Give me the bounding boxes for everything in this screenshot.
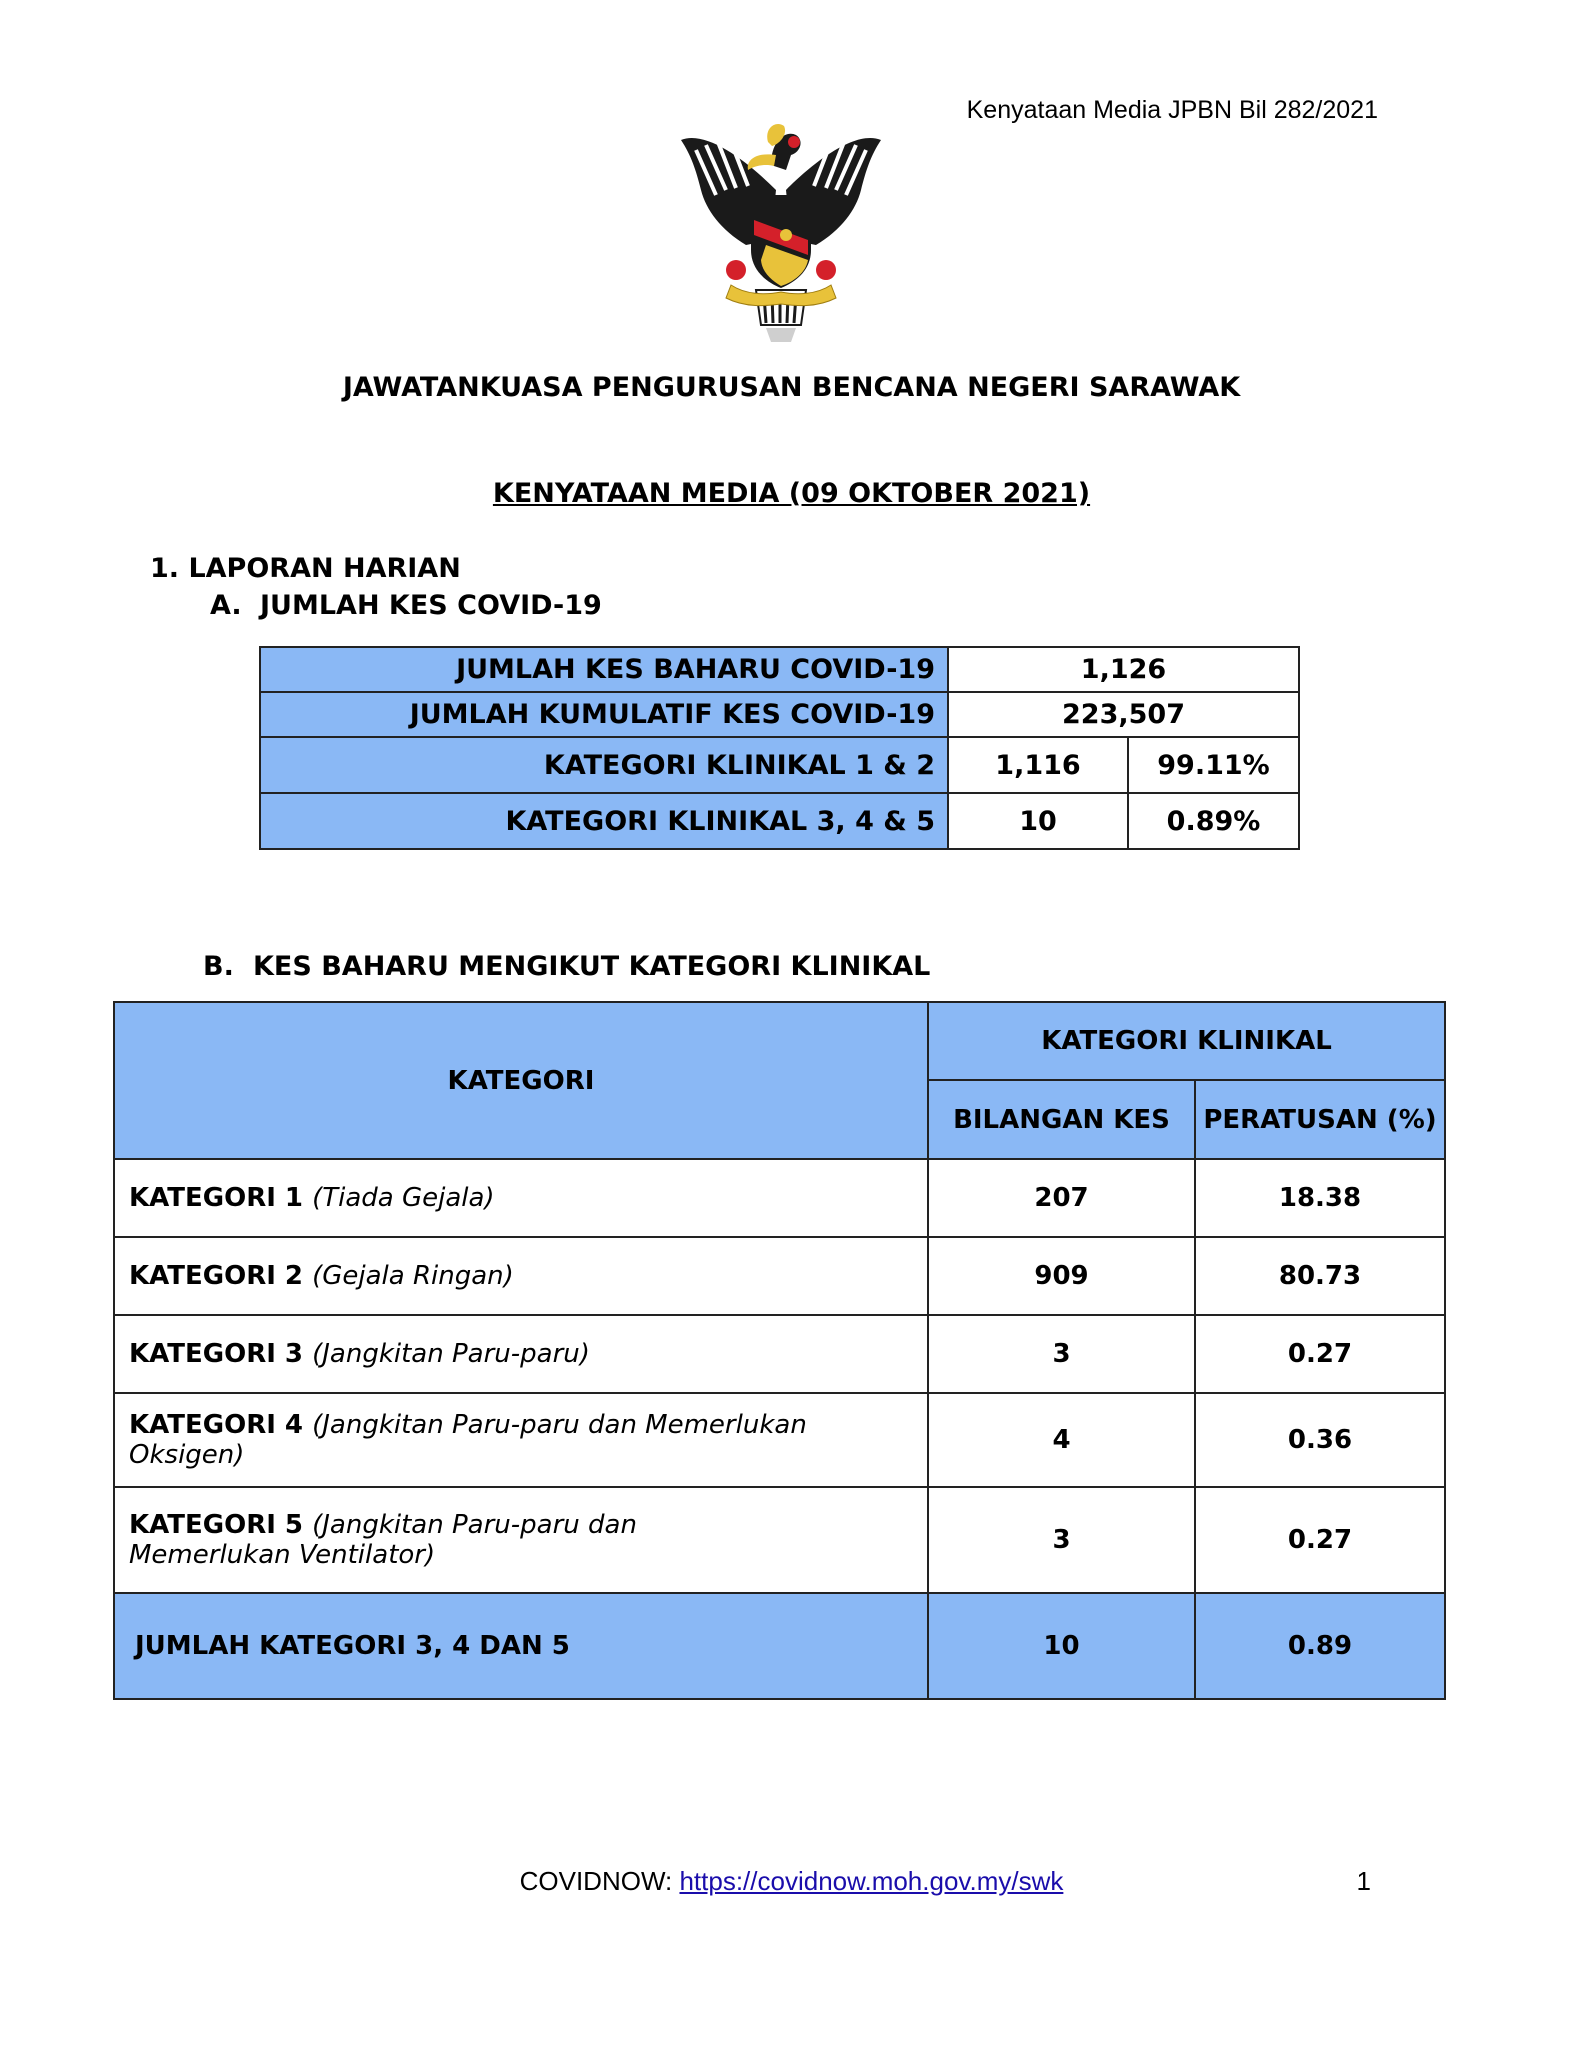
row-value: 1,126 <box>948 647 1299 692</box>
sarawak-coat-of-arms <box>676 120 886 345</box>
category-percent: 0.27 <box>1195 1487 1445 1593</box>
table-row <box>260 692 1299 737</box>
category-count: 909 <box>928 1237 1195 1315</box>
table-row <box>114 1159 1445 1237</box>
category-cell <box>114 1159 928 1237</box>
table-row <box>260 737 1299 793</box>
header-kategori: KATEGORI <box>114 1002 928 1159</box>
total-count: 10 <box>928 1593 1195 1699</box>
table-row <box>114 1237 1445 1315</box>
header-percent: PERATUSAN (%) <box>1195 1080 1445 1159</box>
document-title: KENYATAAN MEDIA (09 OKTOBER 2021) <box>492 478 1091 509</box>
category-percent: 80.73 <box>1195 1237 1445 1315</box>
footer <box>0 1866 1583 1897</box>
category-name: KATEGORI 5 <box>129 1510 304 1540</box>
page-number: 1 <box>1356 1866 1371 1896</box>
summary-table <box>259 646 1300 850</box>
header-group: KATEGORI KLINIKAL <box>928 1002 1445 1080</box>
section-1-heading <box>150 553 461 584</box>
category-count: 3 <box>928 1315 1195 1393</box>
table-row <box>260 793 1299 849</box>
category-desc: (Gejala Ringan) <box>312 1261 514 1291</box>
category-name: KATEGORI 4 <box>129 1410 304 1440</box>
header-count: BILANGAN KES <box>928 1080 1195 1159</box>
section-b-letter: B. <box>203 951 234 982</box>
category-name: KATEGORI 1 <box>129 1183 304 1213</box>
section-a-letter: A. <box>210 590 242 621</box>
organization-name: JAWATANKUASA PENGURUSAN BENCANA NEGERI SARAWAK <box>342 372 1241 403</box>
category-cell <box>114 1487 928 1593</box>
row-value: 223,507 <box>948 692 1299 737</box>
category-count: 3 <box>928 1487 1195 1593</box>
footer-prefix: COVIDNOW: <box>519 1866 680 1896</box>
category-cell <box>114 1315 928 1393</box>
clinical-category-table <box>113 1001 1446 1700</box>
table-row <box>114 1393 1445 1487</box>
section-b-label: KES BAHARU MENGIKUT KATEGORI KLINIKAL <box>253 951 931 982</box>
row-label: JUMLAH KES BAHARU COVID-19 <box>260 647 948 692</box>
table-row <box>114 1315 1445 1393</box>
table-total-row <box>114 1593 1445 1699</box>
row-percent: 99.11% <box>1128 737 1299 793</box>
category-cell <box>114 1393 928 1487</box>
row-percent: 0.89% <box>1128 793 1299 849</box>
section-1-number: 1. <box>150 553 180 584</box>
category-percent: 0.36 <box>1195 1393 1445 1487</box>
section-b-heading <box>203 951 930 982</box>
category-desc: (Jangkitan Paru-paru dan Memerlukan Oksigen) <box>129 1410 807 1470</box>
category-desc: (Jangkitan Paru-paru dan Memerlukan Ventilator) <box>129 1510 637 1570</box>
table-row <box>114 1487 1445 1593</box>
total-percent: 0.89 <box>1195 1593 1445 1699</box>
table-header-row <box>114 1002 1445 1080</box>
media-reference: Kenyataan Media JPBN Bil 282/2021 <box>966 96 1378 124</box>
row-label: KATEGORI KLINIKAL 1 & 2 <box>260 737 948 793</box>
category-desc: (Jangkitan Paru-paru) <box>312 1339 590 1369</box>
row-count: 10 <box>948 793 1128 849</box>
row-count: 1,116 <box>948 737 1128 793</box>
table-row <box>260 647 1299 692</box>
category-name: KATEGORI 2 <box>129 1261 304 1291</box>
row-label: JUMLAH KUMULATIF KES COVID-19 <box>260 692 948 737</box>
row-label: KATEGORI KLINIKAL 3, 4 & 5 <box>260 793 948 849</box>
section-1-label: LAPORAN HARIAN <box>188 553 461 584</box>
covidnow-link[interactable]: https://covidnow.moh.gov.my/swk <box>679 1866 1064 1896</box>
category-name: KATEGORI 3 <box>129 1339 304 1369</box>
category-percent: 0.27 <box>1195 1315 1445 1393</box>
category-cell <box>114 1237 928 1315</box>
total-label: JUMLAH KATEGORI 3, 4 DAN 5 <box>114 1593 928 1699</box>
category-desc: (Tiada Gejala) <box>312 1183 495 1213</box>
category-count: 207 <box>928 1159 1195 1237</box>
category-percent: 18.38 <box>1195 1159 1445 1237</box>
section-a-label: JUMLAH KES COVID-19 <box>260 590 602 621</box>
section-a-heading <box>210 590 602 621</box>
category-count: 4 <box>928 1393 1195 1487</box>
